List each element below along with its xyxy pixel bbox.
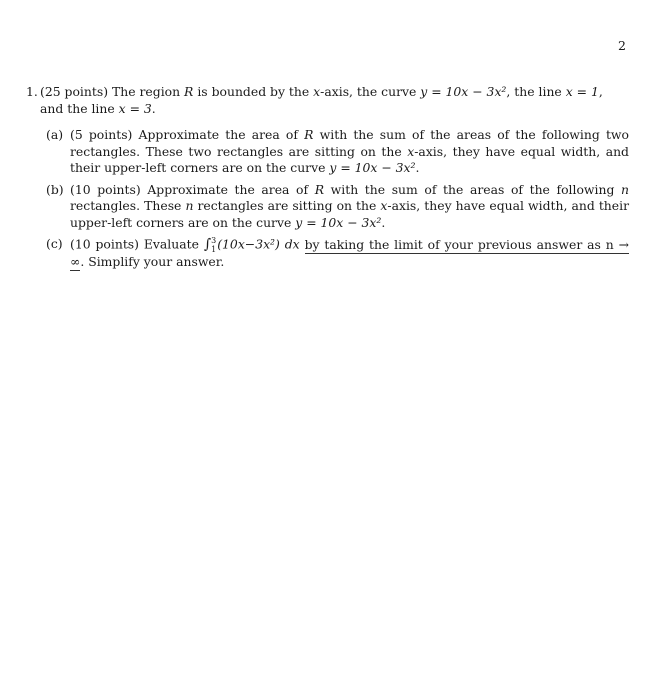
part-text: -axis, they have equal width, and their upper-left corners are on the curve [70, 198, 629, 230]
part-c-label: (c) [46, 236, 63, 251]
part-a-text [70, 127, 629, 177]
underlined-instruction: by taking the limit of your previous answer as n → ∞ [70, 236, 629, 269]
integral-limits [211, 236, 216, 254]
part-c [46, 236, 629, 271]
part-a-label: (a) [46, 127, 64, 142]
part-text: rectangles. These [70, 198, 186, 213]
part-text: (10 points) Approximate the area of [70, 181, 315, 197]
part-text: (10 points) Evaluate [70, 236, 204, 252]
problem-1 [26, 84, 629, 276]
integral-sign: ∫ [203, 236, 212, 253]
stem-text: is bounded by the [193, 84, 314, 99]
x-variable: x [313, 84, 321, 99]
line-equation-2: x = 3 [118, 100, 152, 116]
part-text: -axis, they have equal width, and their upper-left corners are on the curve [70, 143, 629, 175]
part-text: . [415, 160, 420, 175]
stem-text: (25 points) The region [40, 84, 185, 99]
curve-equation: y = 10x − 3x² [329, 160, 416, 175]
part-b [46, 182, 629, 232]
part-text: rectangles are sitting on the [193, 198, 381, 213]
integral-lower-limit: 1 [211, 245, 217, 254]
region-symbol: R [184, 84, 194, 99]
stem-text: -axis, the curve [320, 84, 421, 99]
curve-equation: y = 10x − 3x² [420, 84, 507, 99]
region-symbol: R [314, 181, 325, 197]
problem-statement [26, 84, 629, 117]
n-variable: n [621, 181, 629, 197]
integrand: (10x−3x²) dx [217, 236, 300, 252]
stem-text: . [151, 100, 156, 116]
n-variable: n [185, 198, 194, 213]
curve-equation: y = 10x − 3x² [295, 214, 382, 230]
part-b-label: (b) [46, 181, 64, 197]
page-number: 2 [618, 38, 626, 53]
part-text: with the sum of the areas of the following two rectangles. These two rectangles are sitting on the [70, 127, 629, 159]
part-text: . [381, 214, 386, 230]
integral-upper-limit: 3 [211, 236, 217, 245]
part-text: (5 points) Approximate the area of [70, 127, 305, 142]
subparts [46, 127, 629, 271]
part-a [46, 127, 629, 177]
x-variable: x [380, 198, 388, 213]
stem-text: , the line [506, 84, 566, 99]
line-equation-1: x = 1 [565, 84, 599, 99]
problem-stem [40, 84, 629, 117]
x-variable: x [407, 143, 415, 159]
part-c-text [70, 236, 629, 271]
problem-number: 1. [26, 84, 38, 99]
part-text: with the sum of the areas of the following [324, 181, 622, 197]
region-symbol: R [304, 127, 314, 142]
part-b-text [70, 182, 629, 232]
part-text: . Simplify your answer. [80, 254, 225, 269]
stem-text: , and the line [40, 84, 603, 116]
